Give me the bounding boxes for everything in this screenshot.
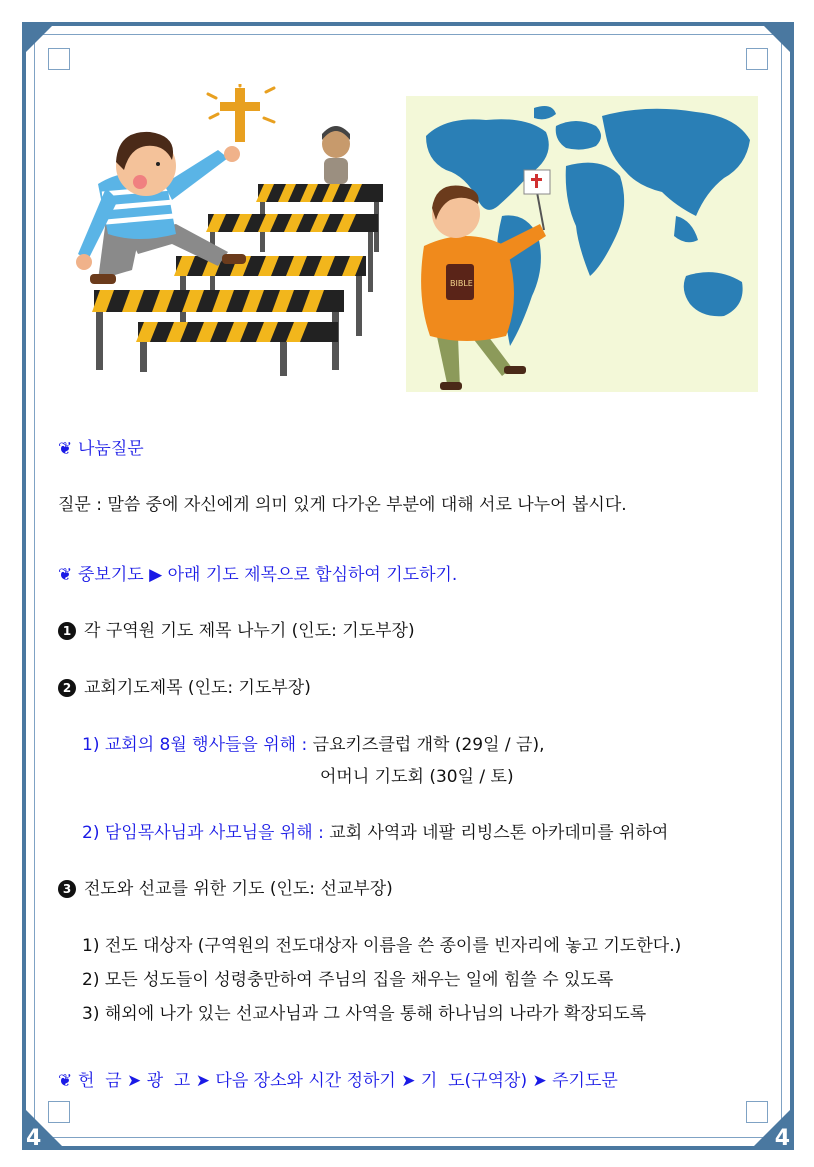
prayer-sub-3-1: 1) 전도 대상자 (구역원의 전도대상자 이름을 쓴 종이를 빈자리에 놓고 기도한다.)	[82, 936, 682, 956]
heart-bullet-icon: ❦	[58, 565, 73, 585]
hurdle-runner-illustration	[68, 84, 388, 380]
sub-text: 교회 사역과 네팔 리빙스톤 아카데미를 위하여	[329, 823, 669, 843]
prayer-item-2: 2 교회기도제목 (인도: 기도부장)	[58, 673, 311, 698]
intercession-heading: ❦ 중보기도 ▶ 아래 기도 제목으로 합심하여 기도하기.	[58, 565, 458, 585]
sharing-question	[58, 490, 627, 515]
prayer-item-3: 3 전도와 선교를 위한 기도 (인도: 선교부장)	[58, 874, 393, 899]
sub-label: 2) 담임목사님과 사모님을 위해 :	[82, 823, 324, 843]
corner-ornament	[746, 1101, 768, 1123]
prayer-sub-3-3: 3) 해외에 나가 있는 선교사님과 그 사역을 통해 하나님의 나라가 확장되도록	[82, 1004, 647, 1024]
world-map-missionary-illustration	[406, 96, 758, 392]
heart-bullet-icon: ❦	[58, 1071, 73, 1091]
page-number: 4	[774, 1126, 790, 1151]
prayer-sub-1	[82, 730, 545, 755]
svg-text:BIBLE: BIBLE	[450, 279, 473, 288]
prayer-sub-1-cont: 어머니 기도회 (30일 / 토)	[320, 767, 514, 787]
order-of-service: ❦ 헌 금 ➤ 광 고 ➤ 다음 장소와 시간 정하기 ➤ 기 도(구역장) ➤ 주기도문	[58, 1071, 618, 1091]
sub-text: 금요키즈클럽 개학 (29일 / 금),	[312, 735, 545, 755]
corner-ornament	[48, 1101, 70, 1123]
cross-icon	[208, 84, 274, 142]
page-number: 4	[26, 1126, 42, 1151]
question-text: 말씀 중에 자신에게 의미 있게 다가온 부분에 대해 서로 나누어 봅시다.	[107, 495, 627, 515]
corner-ornament	[746, 48, 768, 70]
prayer-item-1: 1 각 구역원 기도 제목 나누기 (인도: 기도부장)	[58, 616, 415, 641]
number-badge: 1	[58, 622, 76, 640]
runner-figure	[76, 132, 246, 284]
sharing-heading: ❦ 나눔질문	[58, 439, 144, 459]
prayer-sub-3-2: 2) 모든 성도들이 성령충만하여 주님의 집을 채우는 일에 힘쓸 수 있도록	[82, 970, 614, 990]
sub-label: 1) 교회의 8월 행사들을 위해 :	[82, 735, 308, 755]
number-badge: 3	[58, 880, 76, 898]
corner-ornament	[48, 48, 70, 70]
prayer-sub-2	[82, 818, 668, 843]
question-label: 질문 :	[58, 495, 102, 515]
heart-bullet-icon: ❦	[58, 439, 73, 459]
number-badge: 2	[58, 679, 76, 697]
